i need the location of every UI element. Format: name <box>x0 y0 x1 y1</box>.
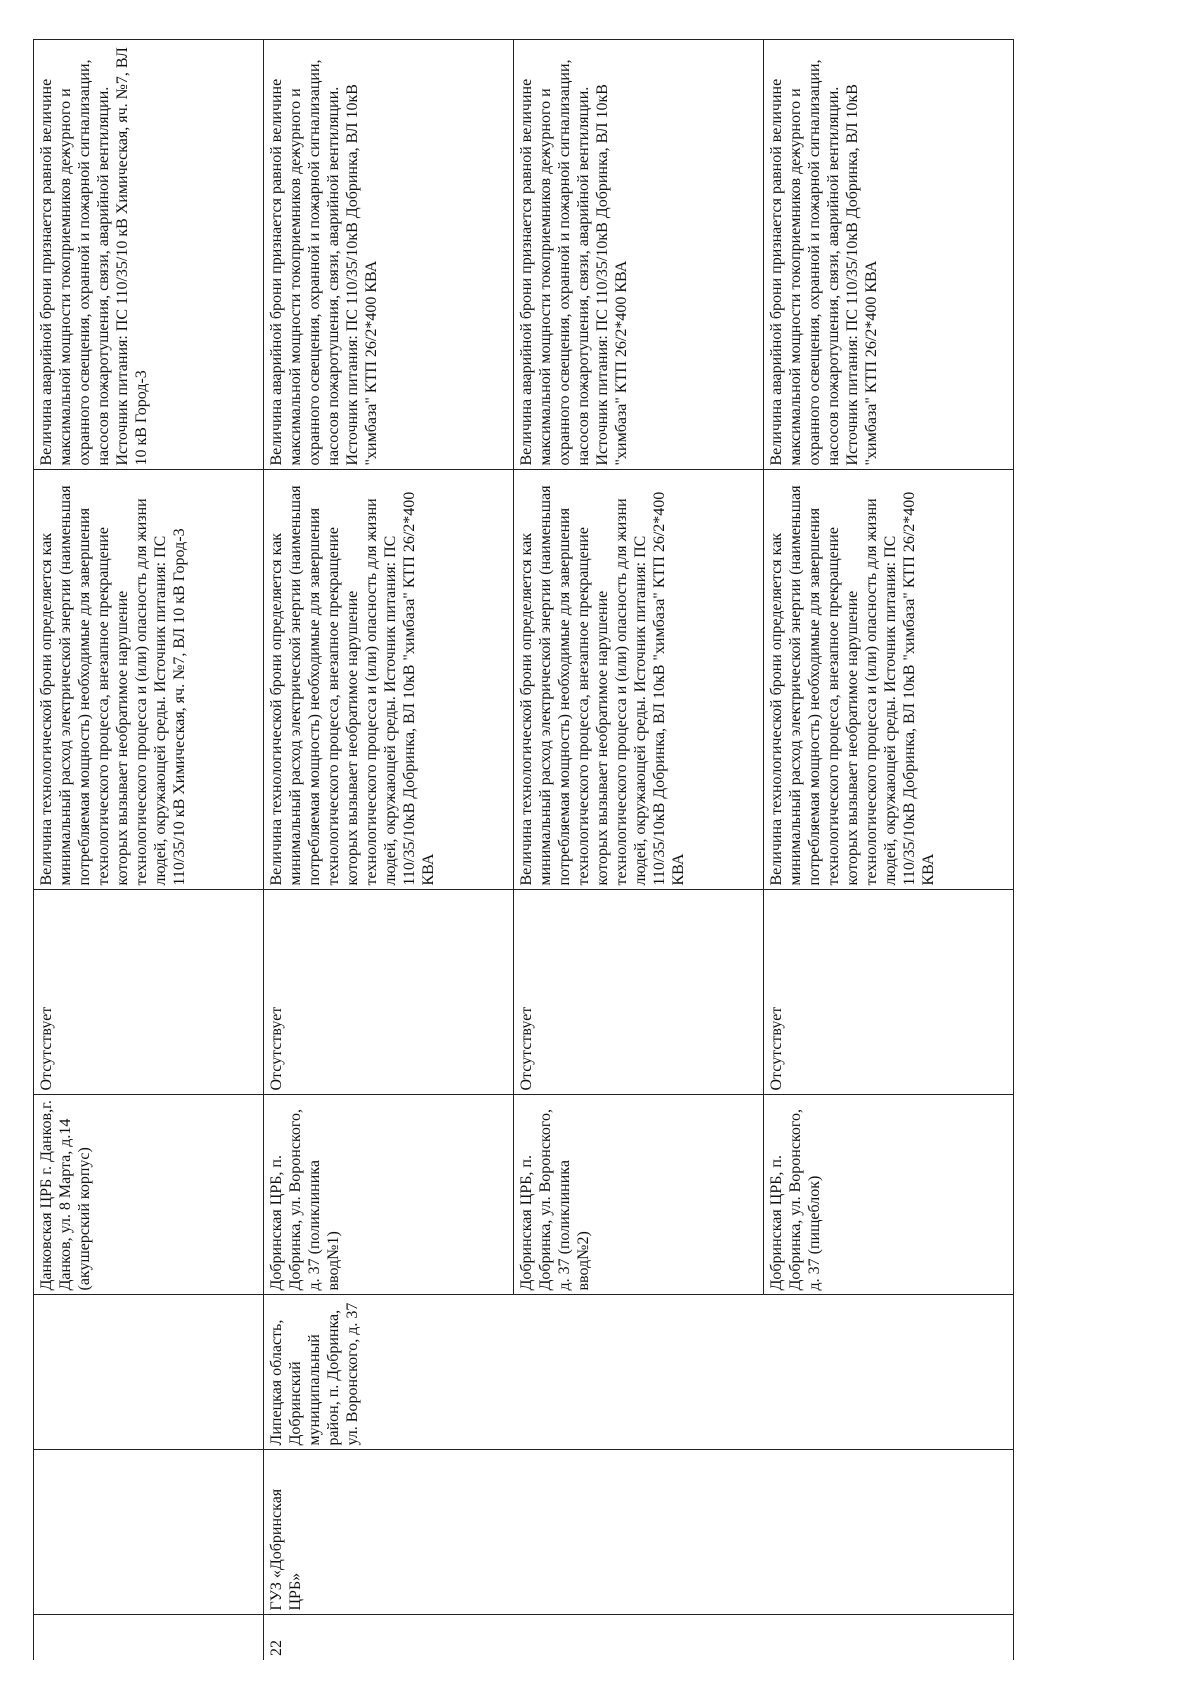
table-row <box>514 40 764 1660</box>
rotated-page <box>33 40 1013 1660</box>
object-description: Данковская ЦРБ г. Данков,г. Данков, ул. 8 Марта, д.14 (акушерский корпус) <box>34 1095 264 1295</box>
organization-name <box>34 1450 264 1615</box>
organization-address <box>764 1295 1014 1450</box>
object-description: Добринская ЦРБ, п. Добринка, ул. Воронского, д. 37 (пищеблок) <box>764 1095 1014 1295</box>
organization-name <box>514 1450 764 1615</box>
organization-name <box>764 1450 1014 1615</box>
technological-reserve: Величина технологической брони определяется как минимальный расход электрической энергии (наименьшая потребляемая мощность) необходимые для завершения технологического процесса, внезапное прекращение которых вызывает необратимое нарушение технологического процесса и (или) опасность для жизни людей, окружающей среды. Источник питания: ПС 110/35/10 кВ Химическая, яч. №7, ВЛ 10 кВ Город-3 <box>34 470 264 890</box>
technological-reserve: Величина технологической брони определяется как минимальный расход электрической энергии (наименьшая потребляемая мощность) необходимые для завершения технологического процесса, внезапное прекращение которых вызывает необратимое нарушение технологического процесса и (или) опасность для жизни людей, окружающей среды. Источник питания: ПС 110/35/10кВ Добринка, ВЛ 10кВ "химбаза" КТП 26/2*400 КВА <box>514 470 764 890</box>
organization-name: ГУЗ «Добринская ЦРБ» <box>264 1450 514 1615</box>
emergency-reserve: Величина аварийной брони признается равной величине максимальной мощности токоприемников дежурного и охранного освещения, охранной и пожарной сигнализации, насосов пожаротушения, связи, аварийной вентиляции. Источник питания: ПС 110/35/10 кВ Химическая, яч. №7, ВЛ 10 кВ Город-3 <box>34 40 264 470</box>
emergency-reserve: Величина аварийной брони признается равной величине максимальной мощности токоприемников дежурного и охранного освещения, охранной и пожарной сигнализации, насосов пожаротушения, связи, аварийной вентиляции. Источник питания: ПС 110/35/10кВ Добринка, ВЛ 10кВ "химбаза" КТП 26/2*400 КВА <box>264 40 514 470</box>
column-5-value: Отсутствует <box>764 890 1014 1095</box>
organization-address <box>34 1295 264 1450</box>
object-description: Добринская ЦРБ, п. Добринка, ул. Воронского, д. 37 (поликлиника ввод№1) <box>264 1095 514 1295</box>
table-row <box>34 40 264 1660</box>
object-description: Добринская ЦРБ, п. Добринка, ул. Воронского, д. 37 (поликлиника ввод№2) <box>514 1095 764 1295</box>
row-number <box>34 1615 264 1660</box>
table-row <box>764 40 1014 1660</box>
row-number <box>764 1615 1014 1660</box>
organization-address <box>514 1295 764 1450</box>
reservation-table <box>33 40 1014 1661</box>
emergency-reserve: Величина аварийной брони признается равной величине максимальной мощности токоприемников дежурного и охранного освещения, охранной и пожарной сигнализации, насосов пожаротушения, связи, аварийной вентиляции. Источник питания: ПС 110/35/10кВ Добринка, ВЛ 10кВ "химбаза" КТП 26/2*400 КВА <box>764 40 1014 470</box>
column-5-value: Отсутствует <box>514 890 764 1095</box>
row-number: 22 <box>264 1615 514 1660</box>
organization-address: Липецкая область, Добринский муниципальный район, п. Добринка, ул. Воронского, д. 37 <box>264 1295 514 1450</box>
row-number <box>514 1615 764 1660</box>
technological-reserve: Величина технологической брони определяется как минимальный расход электрической энергии (наименьшая потребляемая мощность) необходимые для завершения технологического процесса, внезапное прекращение которых вызывает необратимое нарушение технологического процесса и (или) опасность для жизни людей, окружающей среды. Источник питания: ПС 110/35/10кВ Добринка, ВЛ 10кВ "химбаза" КТП 26/2*400 КВА <box>264 470 514 890</box>
table-row <box>264 40 514 1660</box>
technological-reserve: Величина технологической брони определяется как минимальный расход электрической энергии (наименьшая потребляемая мощность) необходимые для завершения технологического процесса, внезапное прекращение которых вызывает необратимое нарушение технологического процесса и (или) опасность для жизни людей, окружающей среды. Источник питания: ПС 110/35/10кВ Добринка, ВЛ 10кВ "химбаза" КТП 26/2*400 КВА <box>764 470 1014 890</box>
column-5-value: Отсутствует <box>264 890 514 1095</box>
column-5-value: Отсутствует <box>34 890 264 1095</box>
emergency-reserve: Величина аварийной брони признается равной величине максимальной мощности токоприемников дежурного и охранного освещения, охранной и пожарной сигнализации, насосов пожаротушения, связи, аварийной вентиляции. Источник питания: ПС 110/35/10кВ Добринка, ВЛ 10кВ "химбаза" КТП 26/2*400 КВА <box>514 40 764 470</box>
